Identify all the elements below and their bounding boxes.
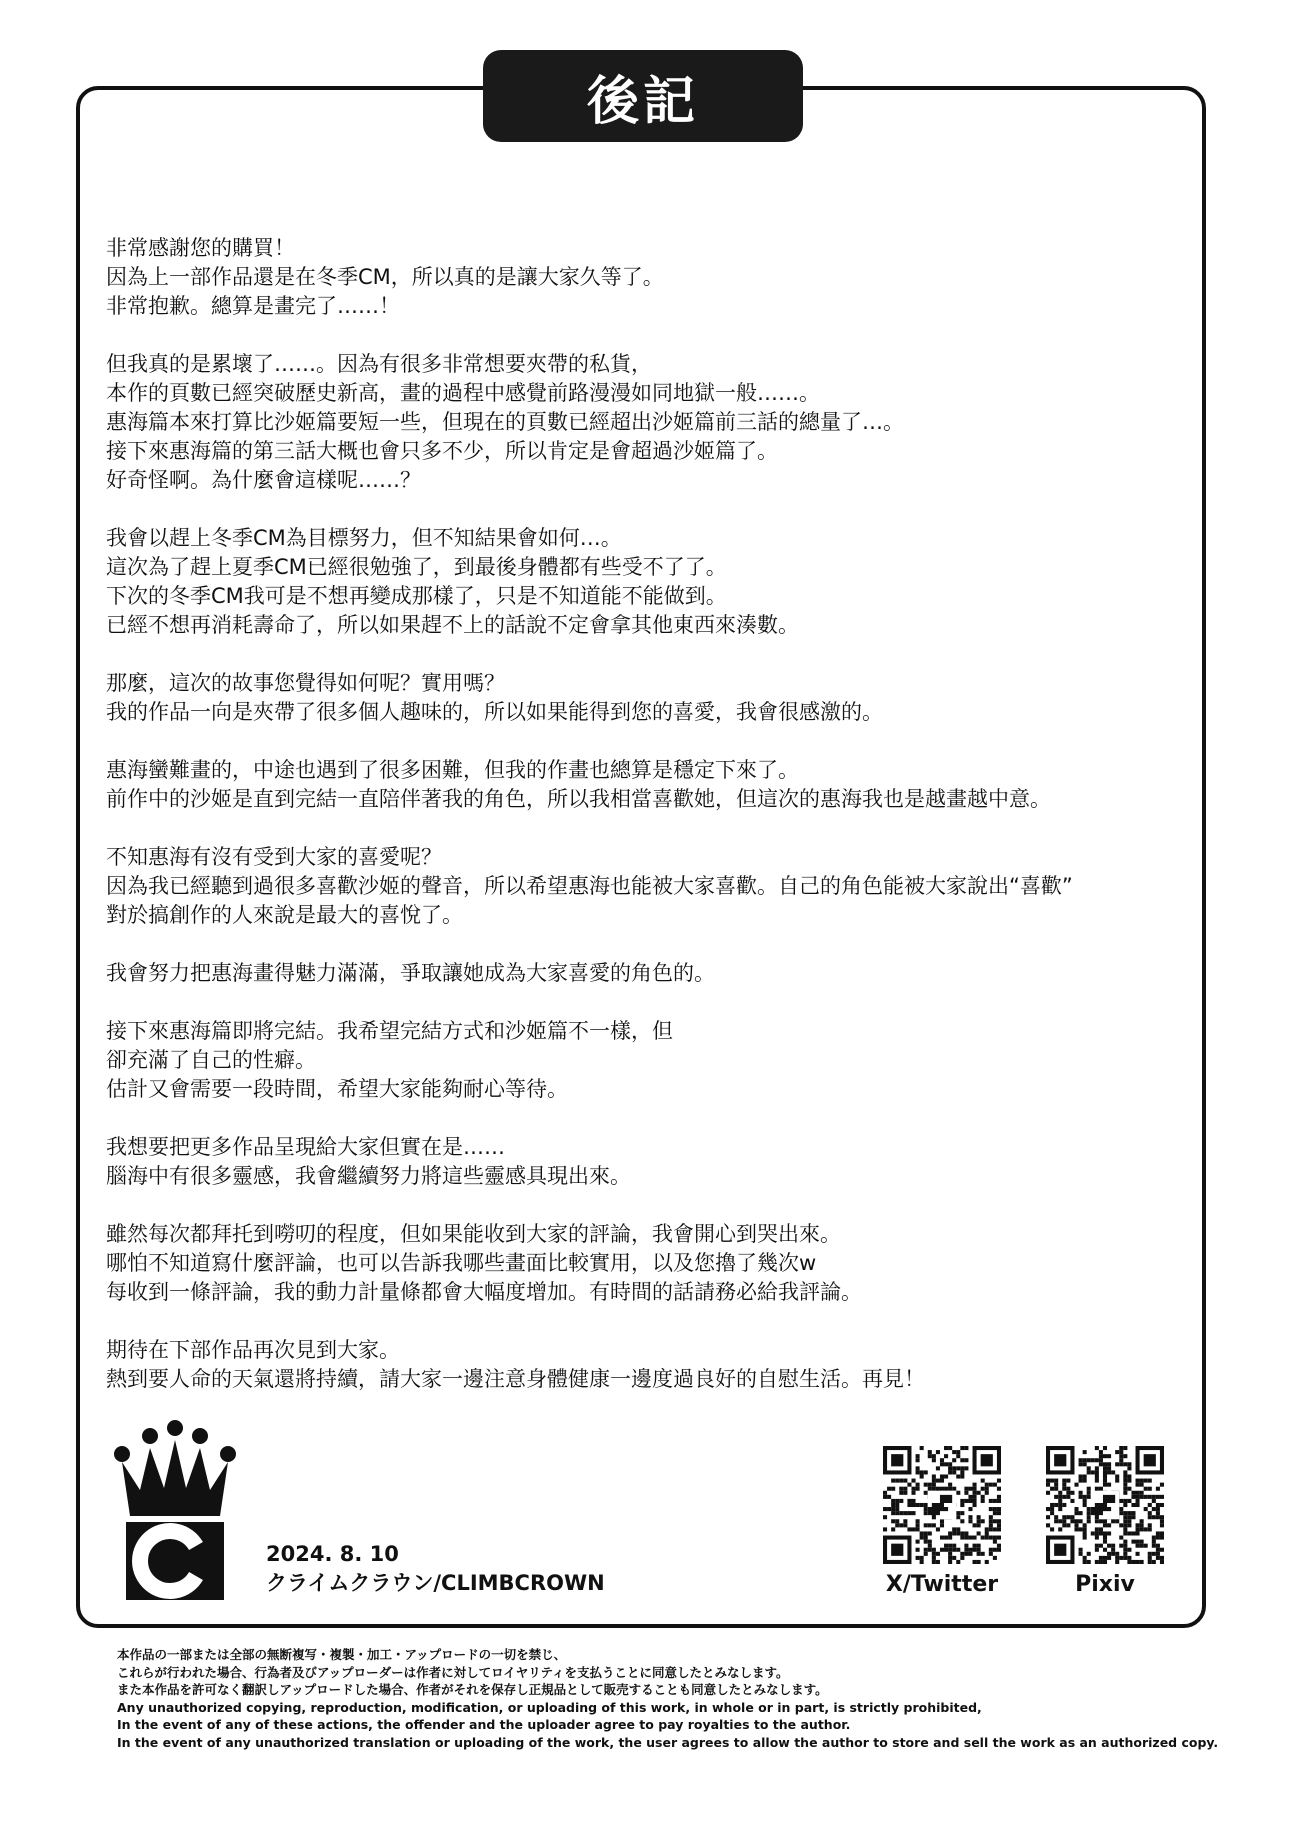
- paragraph: [106, 350, 1186, 495]
- text-line: 但我真的是累壞了……。因為有很多非常想要夾帶的私貨，: [106, 352, 652, 376]
- paragraph: [106, 1017, 1186, 1104]
- text-line: 我會以趕上冬季CM為目標努力，但不知結果會如何…。: [106, 526, 622, 550]
- notice-line: 本作品の一部または全部の無断複写・複製・加工・アップロードの一切を禁じ、: [117, 1647, 567, 1662]
- copyright-notice: [117, 1646, 1218, 1751]
- text-line: 接下來惠海篇即將完結。我希望完結方式和沙姬篇不一樣，但: [106, 1019, 673, 1043]
- text-line: 非常感謝您的購買！: [106, 236, 295, 260]
- text-line: 惠海篇本來打算比沙姬篇要短一些，但現在的頁數已經超出沙姬篇前三話的總量了…。: [106, 410, 904, 434]
- text-line: 接下來惠海篇的第三話大概也會只多不少，所以肯定是會超過沙姬篇了。: [106, 439, 778, 463]
- text-line: 腦海中有很多靈感，我會繼續努力將這些靈感具現出來。: [106, 1164, 631, 1188]
- qr-pixiv[interactable]: [1043, 1446, 1167, 1597]
- text-line: 惠海蠻難畫的，中途也遇到了很多困難，但我的作畫也總算是穩定下來了。: [106, 758, 799, 782]
- text-line: 非常抱歉。總算是畫完了……！: [106, 294, 400, 318]
- text-line: 對於搞創作的人來說是最大的喜悅了。: [106, 903, 463, 927]
- qr-twitter[interactable]: [880, 1446, 1004, 1597]
- paragraph: [106, 756, 1186, 814]
- text-line: 好奇怪啊。為什麼會這樣呢……？: [106, 468, 421, 492]
- text-line: 不知惠海有沒有受到大家的喜愛呢？: [106, 845, 442, 869]
- notice-line: In the event of any unauthorized translation or uploading of the work, the user agrees to allow the author to store and sell the work as an authorized copy.: [117, 1734, 1219, 1750]
- paragraph: [106, 959, 1186, 988]
- qr-label-pixiv: Pixiv: [1075, 1572, 1135, 1597]
- text-line: 我的作品一向是夾帶了很多個人趣味的，所以如果能得到您的喜愛，我會很感激的。: [106, 700, 883, 724]
- paragraph: [106, 843, 1186, 930]
- text-line: 因為上一部作品還是在冬季CM，所以真的是讓大家久等了。: [106, 265, 664, 289]
- paragraph: [106, 524, 1186, 640]
- signature-circle: クライムクラウン/CLIMBCROWN: [266, 1571, 605, 1595]
- qr-label-twitter: X/Twitter: [885, 1572, 999, 1597]
- signature-date: 2024. 8. 10: [266, 1542, 399, 1566]
- paragraph: [106, 1133, 1186, 1191]
- qr-code-icon: [1046, 1446, 1164, 1564]
- text-line: 卻充滿了自己的性癖。: [106, 1048, 316, 1072]
- paragraph: [106, 669, 1186, 727]
- text-line: 那麼，這次的故事您覺得如何呢？實用嗎？: [106, 671, 505, 695]
- text-line: 熱到要人命的天氣還將持續，請大家一邊注意身體健康一邊度過良好的自慰生活。再見！: [106, 1367, 925, 1391]
- text-line: 我會努力把惠海畫得魅力滿滿，爭取讓她成為大家喜愛的角色的。: [106, 961, 715, 985]
- paragraph: [106, 1220, 1186, 1307]
- text-line: 下次的冬季CM我可是不想再變成那樣了，只是不知道能不能做到。: [106, 584, 727, 608]
- text-line: 期待在下部作品再次見到大家。: [106, 1338, 400, 1362]
- paragraph: [106, 234, 1186, 321]
- notice-line: これらが行われた場合、行為者及びアップローダーは作者に対してロイヤリティを支払うことに同意したとみなします。: [117, 1664, 789, 1680]
- page-title: 後記: [483, 50, 803, 142]
- notice-line: In the event of any of these actions, the offender and the uploader agree to pay royalties to the author.: [117, 1717, 851, 1732]
- text-line: 雖然每次都拜托到嘮叨的程度，但如果能收到大家的評論，我會開心到哭出來。: [106, 1222, 841, 1246]
- notice-line: Any unauthorized copying, reproduction, modification, or uploading of this work, in whole or in part, is strictly prohibited,: [117, 1699, 982, 1715]
- signature: [266, 1540, 605, 1598]
- qr-code-icon: [883, 1446, 1001, 1564]
- text-line: 本作的頁數已經突破歷史新高，畫的過程中感覺前路漫漫如同地獄一般……。: [106, 381, 820, 405]
- afterword-body: [106, 234, 1186, 1423]
- text-line: 因為我已經聽到過很多喜歡沙姬的聲音，所以希望惠海也能被大家喜歡。自己的角色能被大家說出“喜歡”: [106, 874, 1073, 898]
- text-line: 哪怕不知道寫什麼評論，也可以告訴我哪些畫面比較實用，以及您擼了幾次w: [106, 1251, 817, 1275]
- text-line: 每收到一條評論，我的動力計量條都會大幅度增加。有時間的話請務必給我評論。: [106, 1280, 862, 1304]
- text-line: 前作中的沙姬是直到完結一直陪伴著我的角色，所以我相當喜歡她，但這次的惠海我也是越畫越中意。: [106, 787, 1051, 811]
- paragraph: [106, 1336, 1186, 1394]
- text-line: 估計又會需要一段時間，希望大家能夠耐心等待。: [106, 1077, 568, 1101]
- notice-line: また本作品を許可なく翻訳しアップロードした場合、作者がそれを保存し正規品として販売することも同意したとみなします。: [117, 1682, 828, 1697]
- text-line: 這次為了趕上夏季CM已經很勉強了，到最後身體都有些受不了了。: [106, 555, 727, 579]
- text-line: 我想要把更多作品呈現給大家但實在是……: [106, 1135, 505, 1159]
- text-line: 已經不想再消耗壽命了，所以如果趕不上的話說不定會拿其他東西來湊數。: [106, 613, 799, 637]
- crown-c-logo-icon: [112, 1418, 238, 1606]
